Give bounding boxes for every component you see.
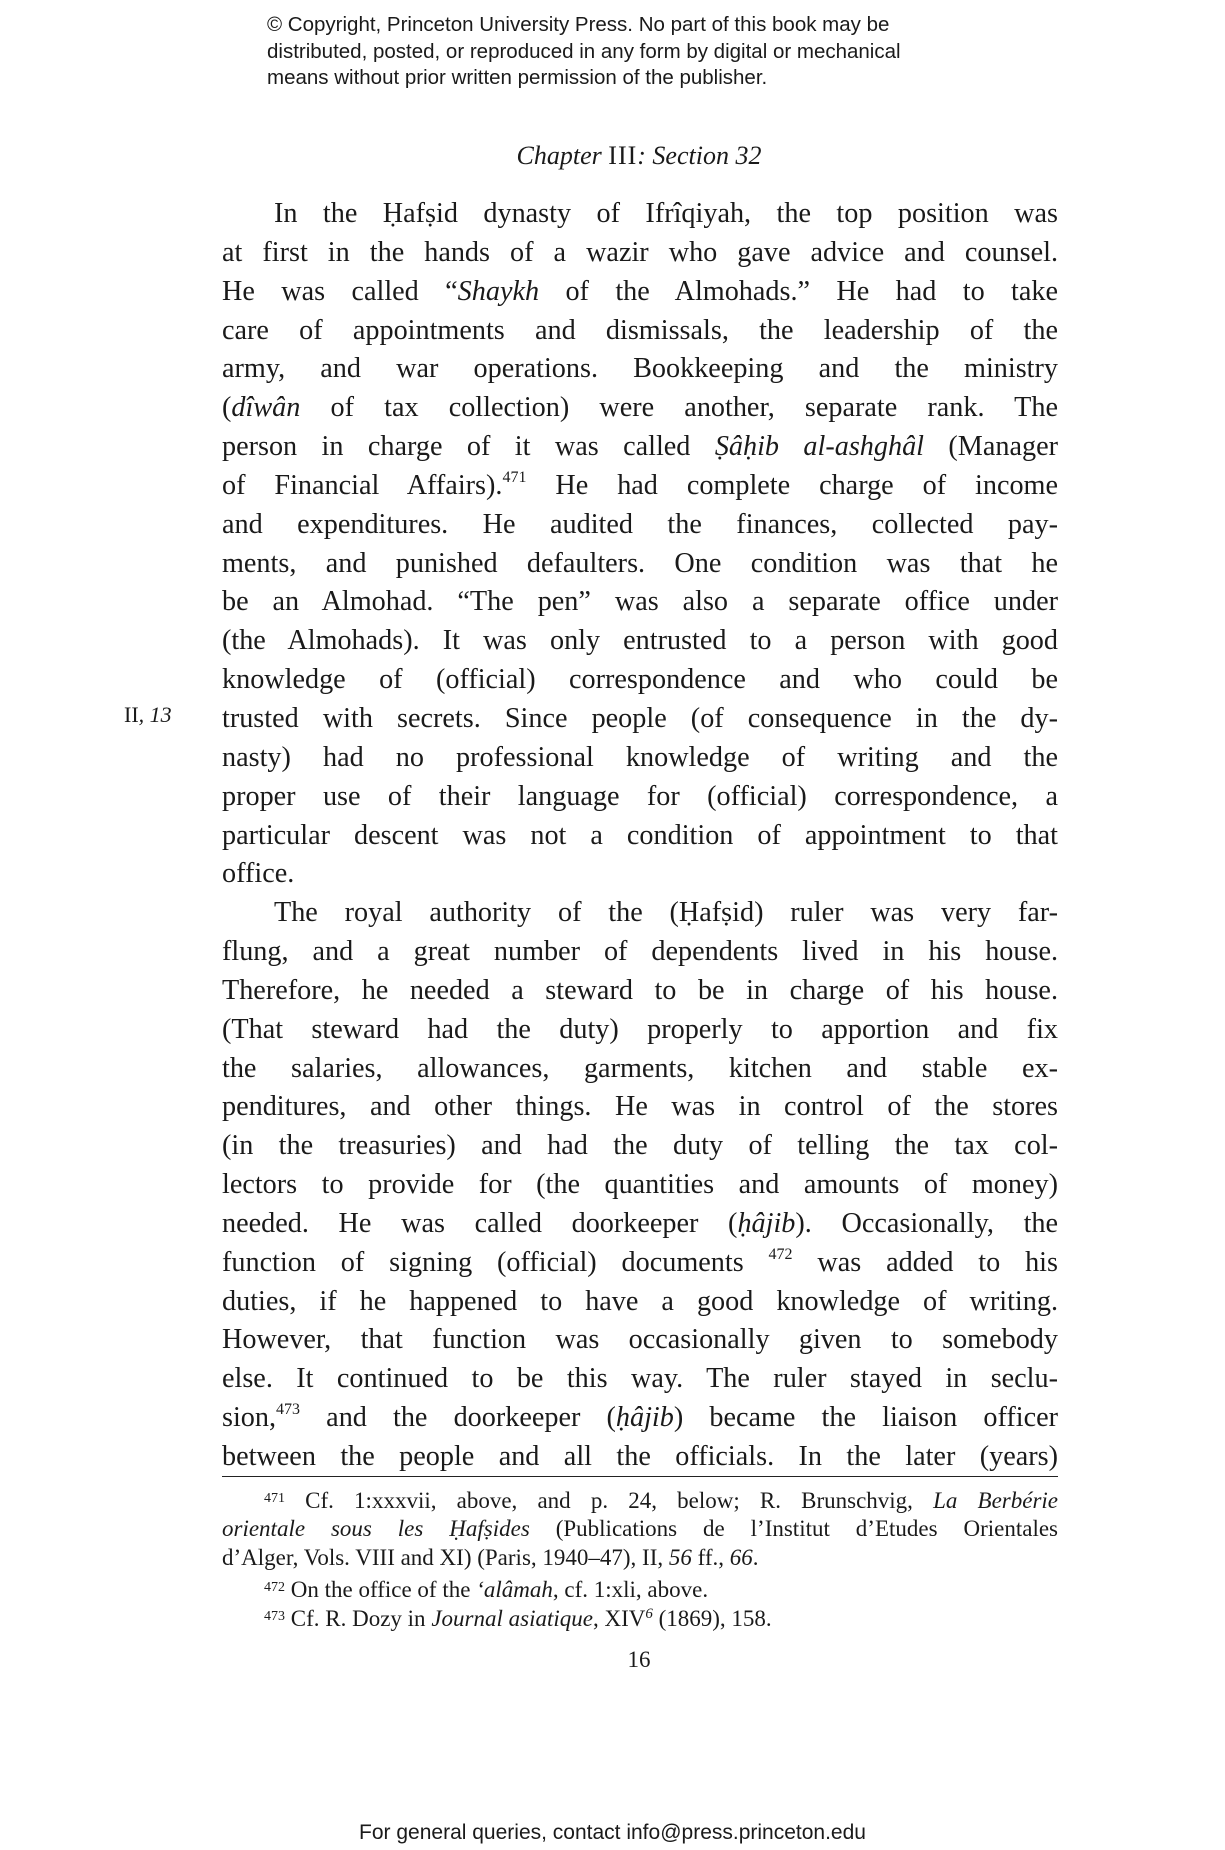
text-line: flung, and a great number of dependents lived in his house.: [222, 936, 1058, 968]
text-line: trusted with secrets. Since people (of consequence in the dy-: [222, 702, 1058, 734]
footnote-divider: [222, 1476, 1058, 1477]
text-line: lectors to provide for (the quantities and amounts of money): [222, 1169, 1058, 1201]
text-line: army, and war operations. Bookkeeping and the ministry: [222, 353, 1058, 385]
chapter-number: III: [608, 141, 638, 170]
text-line: knowledge of (official) correspondence and who could be: [222, 664, 1058, 696]
text-line: person in charge of it was called Ṣâḥib al-ashghâl (Manager: [222, 431, 1058, 463]
running-head: [221, 140, 1057, 172]
footnotes: [222, 1484, 1058, 1632]
text-line: and expenditures. He audited the finances, collected pay-: [222, 508, 1058, 540]
footnote-ref-473[interactable]: 473: [276, 1401, 301, 1419]
text-line: nasty) had no professional knowledge of writing and the: [222, 741, 1058, 773]
footer-contact: For general queries, contact info@press.princeton.edu: [359, 1821, 866, 1844]
text-line: However, that function was occasionally given to somebody: [222, 1324, 1058, 1356]
footnote-ref-472[interactable]: 472: [768, 1245, 793, 1263]
footnote-472: $^{472}$ On the office of the ‘alâmah, cf. 1:xli, above.: [264, 1576, 709, 1602]
text-line: penditures, and other things. He was in control of the stores: [222, 1091, 1058, 1123]
text-line: In the Ḥafṣid dynasty of Ifrîqiyah, the top position was: [274, 198, 1058, 229]
text-line: proper use of their language for (official) correspondence, a: [222, 780, 1058, 812]
copyright-notice: [267, 12, 1027, 92]
margin-volume: II: [124, 702, 139, 727]
section-label: : Section 32: [637, 141, 762, 170]
text-line: The royal authority of the (Ḥafṣid) ruler was very far-: [274, 897, 1058, 929]
copyright-line: distributed, posted, or reproduced in any form by digital or mechanical: [267, 39, 901, 63]
text-line: between the people and all the officials. In the later (years): [222, 1441, 1058, 1472]
text-line: (That steward had the duty) properly to apportion and fix: [222, 1013, 1058, 1045]
margin-page-reference: [124, 700, 172, 730]
page-number: 16: [627, 1647, 651, 1672]
chapter-word: Chapter: [516, 141, 602, 170]
text-line: care of appointments and dismissals, the leadership of the: [222, 314, 1058, 346]
text-line: of Financial Affairs).$^{471}$ He had complete charge of income: [222, 468, 1058, 501]
text-line: (in the treasuries) and had the duty of telling the tax col-: [222, 1130, 1058, 1162]
text-line: at first in the hands of a wazir who gave advice and counsel.: [222, 236, 1058, 268]
text-line: (dîwân of tax collection) were another, separate rank. The: [222, 392, 1058, 424]
text-line: office.: [222, 858, 295, 890]
footnote-471: $^{471}$ Cf. 1:xxxvii, above, and p. 24, below; R. Brunschvig, La Berbérie: [264, 1488, 1058, 1513]
text-line: needed. He was called doorkeeper (ḥâjib). Occasionally, the: [222, 1207, 1059, 1239]
body-text: [222, 195, 1058, 1477]
footnote-471-cont: orientale sous les Ḥafṣides (Publications de l’Institut d’Etudes Orientales: [222, 1515, 1058, 1541]
text-line: particular descent was not a condition of appointment to that: [222, 819, 1058, 851]
footnote-473: $^{473}$ Cf. R. Dozy in Journal asiatique, XIV$^6$ (1869), 158.: [264, 1606, 772, 1631]
text-line: the salaries, allowances, garments, kitchen and stable ex-: [222, 1052, 1058, 1084]
text-line: Therefore, he needed a steward to be in charge of his house.: [222, 974, 1058, 1006]
margin-page: , 13: [138, 702, 172, 727]
text-line: function of signing (official) documents $^{472}$ was added to his: [222, 1245, 1058, 1278]
text-line: ments, and punished defaulters. One condition was that he: [222, 547, 1058, 579]
footnote-ref-471[interactable]: 471: [502, 468, 527, 486]
copyright-line: means without prior written permission of the publisher.: [267, 66, 768, 89]
text-line: be an Almohad. “The pen” was also a separate office under: [222, 586, 1058, 618]
text-line: duties, if he happened to have a good knowledge of writing.: [222, 1285, 1058, 1317]
text-line: He was called “Shaykh of the Almohads.” He had to take: [222, 275, 1058, 307]
text-line: else. It continued to be this way. The ruler stayed in seclu-: [222, 1363, 1058, 1395]
copyright-line: © Copyright, Princeton University Press. No part of this book may be: [267, 13, 890, 36]
text-line: (the Almohads). It was only entrusted to a person with good: [222, 625, 1058, 657]
footnote-471-cont: d’Alger, Vols. VIII and XI) (Paris, 1940–47), II, 56 ff., 66.: [222, 1545, 759, 1570]
text-line: sion,$^{473}$ and the doorkeeper (ḥâjib) became the liaison officer: [222, 1401, 1058, 1434]
